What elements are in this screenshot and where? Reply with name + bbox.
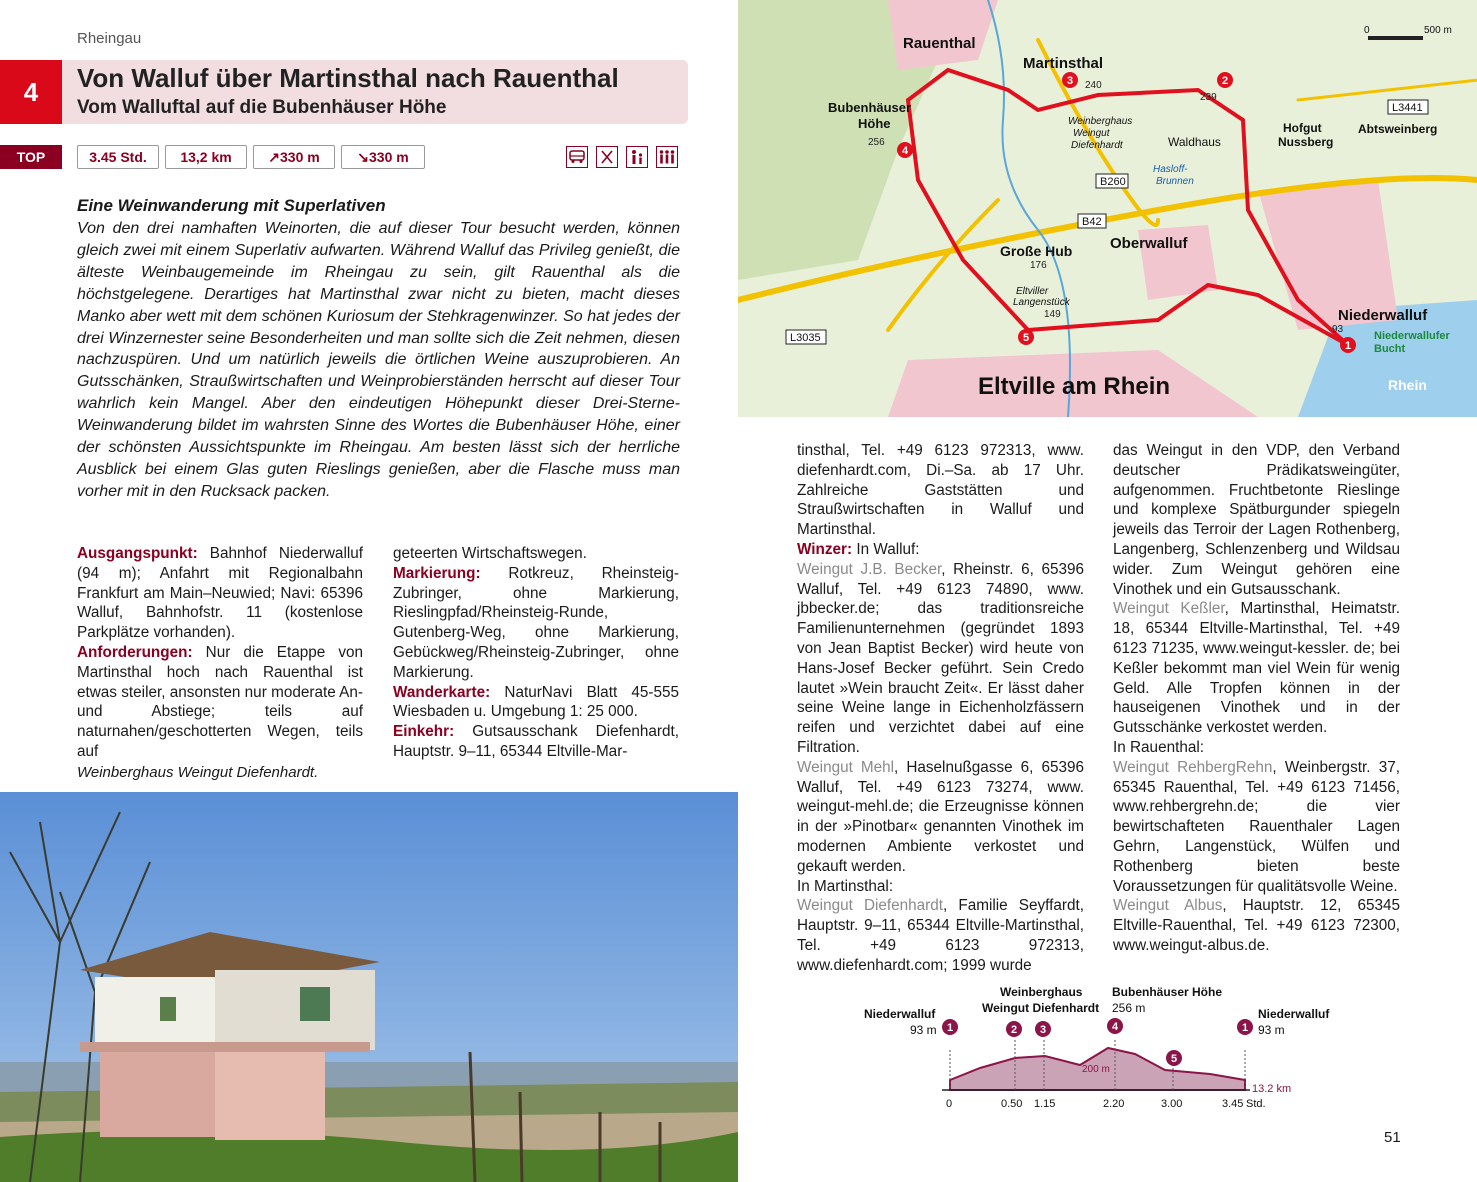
route-map xyxy=(738,0,1477,417)
map-label-abtsweinberg: Abtsweinberg xyxy=(1358,122,1438,136)
profile-time-3: 2.20 xyxy=(1103,1098,1125,1110)
stop-text: Gutsausschank Diefenhardt, Hauptstr. 9–11, 65344 Eltville-Mar- xyxy=(393,723,679,760)
region-label: Rheingau xyxy=(77,30,142,47)
map-label-diefenhardt: Diefenhardt xyxy=(1071,140,1123,151)
becker-text: , Rheinstr. 6, 65396 Walluf, Tel. +49 6123 74890, www. jbbecker.de; das traditionsreiche Familienunternehmen (gegründet 1893 von Jean Baptist Becker) wird heute von Hans-Josef Becker geführt. Sein Credo lautet »Wein braucht Zeit«. Er lässt daher seine Weine lange in Eichenholzfässern reifen und verzichtet dabei auf eine Filtration. xyxy=(797,560,1084,756)
photo-caption: Weinberghaus Weingut Diefenhardt. xyxy=(77,764,319,781)
map-label-bubenhaeuser: Bubenhäuser xyxy=(828,100,912,115)
winzer-label: Winzer: xyxy=(797,540,853,558)
ascent-pill: ↗330 m xyxy=(253,145,335,169)
albus-text: , Hauptstr. 12, 65345 Eltville-Rauenthal, Tel. +49 6123 72300, www.weingut-albus.de. xyxy=(1113,897,1400,954)
profile-marker-2: 2 xyxy=(1010,1024,1018,1036)
col4-p1: das Weingut in den VDP, den Verband deutscher Prädikatsweingüter, aufgenommen. Fruchtbetonte Rieslinge und komplexe Spätburgunder spiegeln jeweils das Terroir der Lagen Rothenberg, Langenberg, Schlenzenberg und Wildsau wider. Zum Weingut gehören eine Vinothek und ein Gutsausschank. xyxy=(1113,442,1400,598)
profile-name-weinberghaus: Weinberghaus xyxy=(1000,985,1083,999)
requirements-label: Anforderungen: xyxy=(77,643,193,661)
kessler-name: Weingut Keßler xyxy=(1113,600,1225,618)
mehl-text: , Haselnußgasse 6, 65396 Walluf, Tel. +49 6123 73274, www. weingut-mehl.de; die Erzeugnisse können in der »Pinotbar« genannten Vinothek im modernen Ambiente verkostet und gekauft werden. xyxy=(797,758,1084,875)
height-239: 239 xyxy=(1200,92,1217,103)
map-label-nussberg: Nussberg xyxy=(1278,135,1334,149)
map-label-hofgut: Hofgut xyxy=(1283,121,1322,135)
height-256: 256 xyxy=(868,137,885,148)
descent-pill: ↘330 m xyxy=(341,145,425,169)
map-label-weingut: Weingut xyxy=(1073,128,1110,139)
profile-marker-4: 4 xyxy=(1111,1021,1119,1033)
map-label-eltville: Eltville am Rhein xyxy=(978,373,1171,400)
info-column-1 xyxy=(77,544,363,762)
map-waypoint-1: 1 xyxy=(1344,340,1352,352)
map-label-niederwalluf: Niederwalluf xyxy=(1338,307,1428,324)
rehberg-name: Weingut RehbergRehn xyxy=(1113,758,1273,776)
profile-mid-label: 200 m xyxy=(1082,1064,1110,1075)
tour-number: 4 xyxy=(0,60,62,124)
in-martinsthal: In Martinsthal: xyxy=(797,877,894,895)
winzer-walluf: In Walluf: xyxy=(856,540,920,558)
profile-marker-3: 3 xyxy=(1039,1024,1047,1036)
page-subtitle: Vom Walluftal auf die Bubenhäuser Höhe xyxy=(77,97,447,118)
diefenhardt-text: , Familie Seyffardt, Hauptstr. 9–11, 65344 Eltville-Martinsthal, Tel. +49 6123 972313, www.diefenhardt.com; 1999 wurde xyxy=(797,897,1084,974)
profile-name-diefenhardt: Weingut Diefenhardt xyxy=(982,1001,1100,1015)
road-l3035: L3035 xyxy=(790,332,821,344)
height-176: 176 xyxy=(1030,260,1047,271)
diefenhardt-name: Weingut Diefenhardt xyxy=(797,897,944,915)
map-waypoint-2: 2 xyxy=(1221,75,1229,87)
duration-pill: 3.45 Std. xyxy=(77,145,159,169)
profile-time-2: 1.15 xyxy=(1034,1098,1056,1110)
map-text: NaturNavi Blatt 45-555 Wiesbaden u. Umgebung 1: 25 000. xyxy=(393,683,680,721)
height-149: 149 xyxy=(1044,309,1061,320)
height-93: 93 xyxy=(1332,324,1344,335)
info-column-2 xyxy=(393,544,679,762)
requirements-cont: geteerten Wirtschaftswegen. xyxy=(393,545,587,562)
profile-time-1: 0.50 xyxy=(1001,1098,1023,1110)
map-label-waldhaus: Waldhaus xyxy=(1168,135,1221,149)
profile-time-unit: Std. xyxy=(1246,1098,1266,1110)
map-label-weinberghaus: Weinberghaus xyxy=(1068,116,1133,127)
road-l3441: L3441 xyxy=(1392,102,1423,114)
map-label-martinsthal: Martinsthal xyxy=(1023,55,1104,72)
road-b42: B42 xyxy=(1082,216,1102,228)
road-b260: B260 xyxy=(1100,176,1126,188)
marking-label: Markierung: xyxy=(393,564,481,582)
vineyard-photo xyxy=(0,792,738,1182)
restaurant-icon xyxy=(596,146,618,168)
page-number: 51 xyxy=(1384,1129,1401,1146)
top-badge: TOP xyxy=(0,145,62,169)
page-title: Von Walluf über Martinsthal nach Rauenthal xyxy=(77,63,619,93)
bus-icon xyxy=(566,146,588,168)
profile-time-5: 3.45 xyxy=(1222,1098,1244,1110)
profile-elev-end: 93 m xyxy=(1258,1023,1285,1037)
profile-marker-5: 5 xyxy=(1170,1053,1178,1065)
requirements-text: Nur die Etappe von Martinsthal hoch nach Rauenthal ist etwas steiler, ansonsten nur moderate An- und Abstiege; teils auf naturnahen/geschotterten Wegen, teils auf xyxy=(77,643,364,760)
family-icon xyxy=(626,146,648,168)
intro-heading: Eine Weinwanderung mit Superlativen xyxy=(77,196,386,215)
map-label-brunnen: Brunnen xyxy=(1156,176,1194,187)
text-column-4 xyxy=(1113,441,1400,956)
map-label-hasloff: Hasloff- xyxy=(1153,164,1188,175)
profile-distance: 13.2 km xyxy=(1252,1083,1292,1095)
profile-name-end: Niederwalluf xyxy=(1258,1007,1330,1021)
map-label-rhein: Rhein xyxy=(1388,377,1427,393)
map-waypoint-5: 5 xyxy=(1022,332,1030,344)
start-text: Bahnhof Niederwalluf (94 m); Anfahrt mit Regionalbahn Frankfurt am Main–Neuwied; Navi: 65396 Walluf, Bahnhofstr. 11 (kostenlose Parkplätze vorhanden). xyxy=(77,545,363,642)
profile-marker-1-start: 1 xyxy=(946,1022,954,1034)
becker-name: Weingut J.B. Becker xyxy=(797,560,942,578)
start-label: Ausgangspunkt: xyxy=(77,545,198,562)
map-label-oberwalluf: Oberwalluf xyxy=(1110,235,1188,252)
map-waypoint-4: 4 xyxy=(901,145,909,157)
mehl-name: Weingut Mehl xyxy=(797,758,895,776)
map-label-eltviller: Eltviller xyxy=(1016,286,1049,297)
scale-zero: 0 xyxy=(1364,25,1370,36)
text-column-3 xyxy=(797,441,1084,976)
map-label-bucht-2: Bucht xyxy=(1374,343,1406,355)
profile-marker-1-end: 1 xyxy=(1241,1022,1249,1034)
kessler-text: , Martinsthal, Heimatstr. 18, 65344 Eltville-Martinsthal, Tel. +49 6123 71235, www.weingut-kessler. de; bei Keßler bekommt man viel Wein für wenig Geld. Alle Tropfen können in der hauseigenen Vinothek und in der Gutsschänke verkostet werden. xyxy=(1113,600,1400,737)
profile-name-start: Niederwalluf xyxy=(864,1007,936,1021)
profile-name-bubenhaeuser: Bubenhäuser Höhe xyxy=(1112,985,1223,999)
scale-500: 500 m xyxy=(1424,25,1452,36)
map-label-grosse-hub: Große Hub xyxy=(1000,243,1073,259)
in-rauenthal: In Rauenthal: xyxy=(1113,738,1204,756)
stop-label: Einkehr: xyxy=(393,723,455,741)
rehberg-text: , Weinbergstr. 37, 65345 Rauenthal, Tel. +49 6123 71456, www.rehbergrehn.de; die vier bewirtschafteten Rauenthaler Lagen Gehrn, Langenstück, Wülfen und Rothenberg bieten beste Voraussetzungen für qualitätsvolle Weine. xyxy=(1113,758,1400,895)
map-label-hoehe: Höhe xyxy=(858,116,891,131)
map-label-bucht-1: Niederwallufer xyxy=(1374,330,1450,342)
map-label-langenstueck: Langenstück xyxy=(1013,297,1070,308)
col3-p1: tinsthal, Tel. +49 6123 972313, www. diefenhardt.com, Di.–Sa. ab 17 Uhr. Zahlreiche Gaststätten und Straußwirtschaften in Walluf und Martinsthal. xyxy=(797,442,1084,539)
height-240: 240 xyxy=(1085,80,1102,91)
profile-time-4: 3.00 xyxy=(1161,1098,1183,1110)
marking-text: Rotkreuz, Rheinsteig-Zubringer, ohne Markierung, Rieslingpfad/Rheinsteig-Runde, Gutenberg-Weg, ohne Markierung, Gebückweg/Rheinsteig-Zubringer, ohne Markierung. xyxy=(393,564,679,681)
elevation-profile xyxy=(850,980,1350,1115)
profile-time-0: 0 xyxy=(946,1098,953,1110)
title-box xyxy=(62,60,688,124)
map-label-rauenthal: Rauenthal xyxy=(903,35,976,52)
intro-text: Von den drei namhaften Weinorten, die auf dieser Tour besucht werden, können gleich zwei mit einem Superlativ aufwarten. Während Walluf das Privileg genießt, die älteste Weinbaugemeinde im Rheingau zu sein, gilt Rauenthal als die höchstgelegene. Derartiges hat Martinsthal zwar nicht zu bieten, macht dieses Manko aber wett mit dem schönen Kuriosum der Stehkragenwinzer. So hat jedes der drei Winzernester seine Besonderheiten und man sollte sich die Zeit nehmen, diesen nachzuspüren. Und um natürlich jeweils die örtlichen Weine auszuprobieren. An Gutsschänken, Straußwirtschaften und Weinprobierständen herrscht auf dieser Tour wahrlich kein Mangel. Aber den eindeutigen Höhepunkt dieser Drei-Sterne-Weinwanderung bildet im wahrsten Sinne des Wortes die Bubenhäuser Höhe, einer der schönsten Aussichtspunkte im Rheingau. Am besten lässt sich der herrliche Ausblick bei einem Glas guten Rieslings genießen, aber die Flasche muss man vorher mit in den Rucksack packen. xyxy=(77,220,680,500)
map-label: Wanderkarte: xyxy=(393,683,491,701)
map-waypoint-3: 3 xyxy=(1066,75,1074,87)
profile-elev-bubenhaeuser: 256 m xyxy=(1112,1001,1146,1015)
group-icon xyxy=(656,146,678,168)
albus-name: Weingut Albus xyxy=(1113,897,1223,915)
distance-pill: 13,2 km xyxy=(165,145,247,169)
profile-elev-start: 93 m xyxy=(910,1023,937,1037)
